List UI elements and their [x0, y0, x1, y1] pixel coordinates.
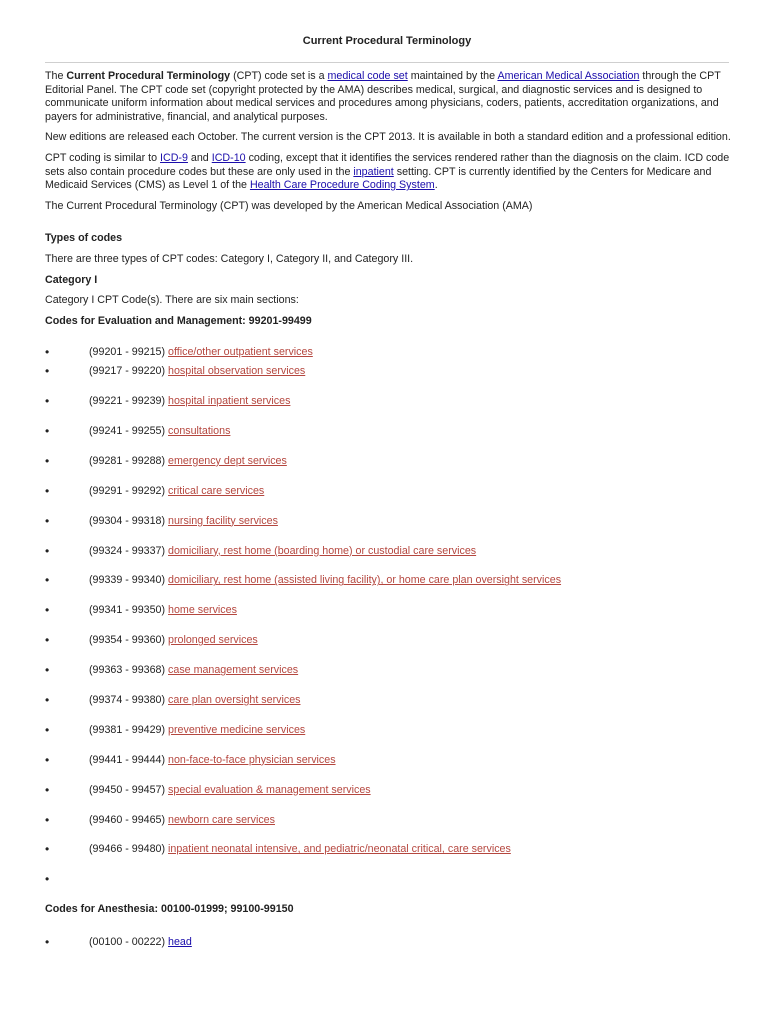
- heading-category-1: Category I: [45, 273, 98, 286]
- bullet-icon: •: [45, 872, 50, 887]
- code-range: (99324 - 99337): [89, 544, 169, 557]
- code-range: (99217 - 99220): [89, 365, 169, 378]
- link-ama[interactable]: American Medical Association: [497, 70, 640, 82]
- bullet-icon: •: [45, 364, 50, 379]
- heading-evaluation-management: Codes for Evaluation and Management: 99201-99499: [45, 314, 312, 327]
- list-item: [45, 574, 735, 588]
- code-link[interactable]: case management services: [168, 664, 299, 677]
- list-item: [45, 515, 735, 529]
- em-code-list: [45, 346, 735, 887]
- intro-text: .: [434, 179, 438, 192]
- code-range: (99291 - 99292): [89, 484, 169, 497]
- code-link[interactable]: consultations: [168, 424, 231, 437]
- intro-paragraph-4: The Current Procedural Terminology (CPT) was developed by the American Medical Association (AMA): [45, 199, 533, 212]
- list-item-empty: [45, 873, 735, 887]
- code-range: (99374 - 99380): [89, 694, 169, 706]
- bullet-icon: •: [45, 934, 50, 949]
- code-link[interactable]: emergency dept services: [168, 454, 287, 467]
- code-range: (99304 - 99318): [89, 514, 169, 527]
- list-item: [45, 634, 735, 648]
- code-range: (99381 - 99429): [89, 723, 169, 736]
- code-link[interactable]: hospital inpatient services: [168, 395, 291, 408]
- list-item: [45, 365, 735, 379]
- bullet-icon: •: [45, 483, 50, 498]
- code-range: (99281 - 99288): [89, 454, 169, 467]
- page-title: Current Procedural Terminology: [302, 35, 472, 47]
- link-icd-9[interactable]: ICD-9: [160, 151, 188, 164]
- bullet-icon: •: [45, 812, 50, 827]
- intro-text: setting. CPT is currently identified by the Centers for Medicare and Medicaid Services (CMS) as Level 1 of the: [45, 165, 712, 192]
- list-item: [45, 694, 735, 708]
- heading-anesthesia: Codes for Anesthesia: 00100-01999; 99100-99150: [45, 903, 294, 916]
- link-hcpcs[interactable]: Health Care Procedure Coding System: [249, 179, 435, 192]
- intro-text: coding, except that it identifies the services rendered rather than the diagnosis on the claim. ICD code sets also contain procedure codes but these are only used in the: [45, 151, 730, 178]
- list-item: [45, 545, 735, 559]
- list-item: [45, 784, 735, 798]
- types-text: There are three types of CPT codes: Category I, Category II, and Category III.: [45, 252, 414, 265]
- code-link[interactable]: office/other outpatient services: [168, 346, 313, 359]
- intro-text: and: [187, 151, 212, 164]
- bullet-icon: •: [45, 543, 50, 558]
- code-link[interactable]: hospital observation services: [168, 365, 306, 378]
- list-item: [45, 395, 735, 409]
- category-1-text: Category I CPT Code(s). There are six main sections:: [45, 294, 299, 307]
- code-range: (99363 - 99368): [89, 664, 169, 677]
- list-item: [45, 664, 735, 678]
- bullet-icon: •: [45, 842, 50, 857]
- list-item: [45, 455, 735, 469]
- code-range: (99441 - 99444): [89, 753, 169, 766]
- code-range: (99460 - 99465): [89, 813, 169, 826]
- code-range: (99201 - 99215): [89, 346, 169, 359]
- code-link[interactable]: domiciliary, rest home (boarding home) or custodial care services: [168, 544, 477, 557]
- intro-text: through the CPT Editorial Panel. The CPT code set (copyright protected by the AMA) describes medical, surgical, and diagnostic services and is designed to communicate uniform information about medical services and procedures among physicians, coders, patients, accreditation organizations, and payers for administrative, financial, and analytical purposes.: [45, 70, 721, 123]
- code-link[interactable]: care plan oversight services: [168, 694, 301, 706]
- intro-text: (CPT) code set is a: [230, 70, 328, 82]
- code-link[interactable]: special evaluation & management services: [168, 783, 371, 796]
- list-item: [45, 814, 735, 828]
- anesthesia-code-list: [45, 936, 735, 950]
- code-range: (99339 - 99340): [89, 574, 169, 587]
- code-link[interactable]: newborn care services: [168, 813, 275, 826]
- intro-paragraph-2: New editions are released each October. The current version is the CPT 2013. It is available in both a standard edition and a professional edition.: [45, 131, 731, 144]
- code-link[interactable]: domiciliary, rest home (assisted living facility), or home care plan oversight services: [168, 574, 562, 587]
- list-item: [45, 843, 735, 857]
- link-medical-code-set[interactable]: medical code set: [327, 70, 408, 82]
- intro-text: CPT coding is similar to: [45, 151, 161, 164]
- term-bold: Current Procedural Terminology: [66, 70, 231, 82]
- intro-text: The: [45, 70, 67, 82]
- list-item: [45, 724, 735, 738]
- list-item: [45, 936, 735, 950]
- intro-paragraph-1: [45, 70, 735, 124]
- list-item: [45, 346, 735, 360]
- link-icd-10[interactable]: ICD-10: [211, 151, 246, 164]
- bullet-icon: •: [45, 453, 50, 468]
- link-inpatient[interactable]: inpatient: [353, 165, 394, 178]
- code-range: (99221 - 99239): [89, 395, 169, 408]
- code-range: (99341 - 99350): [89, 604, 169, 617]
- list-item: [45, 485, 735, 499]
- code-range: (99354 - 99360): [89, 634, 169, 647]
- code-link[interactable]: prolonged services: [168, 634, 258, 647]
- bullet-icon: •: [45, 663, 50, 678]
- intro-paragraph-3: [45, 152, 735, 193]
- bullet-icon: •: [45, 603, 50, 618]
- bullet-icon: •: [45, 573, 50, 588]
- bullet-icon: •: [45, 693, 50, 707]
- bullet-icon: •: [45, 345, 50, 360]
- bullet-icon: •: [45, 513, 50, 528]
- bullet-icon: •: [45, 722, 50, 737]
- code-link[interactable]: preventive medicine services: [168, 723, 306, 736]
- document-body: [45, 70, 735, 966]
- code-range: (99466 - 99480): [89, 843, 169, 856]
- code-link[interactable]: critical care services: [168, 484, 265, 497]
- code-link[interactable]: nursing facility services: [168, 514, 278, 527]
- code-link[interactable]: inpatient neonatal intensive, and pediatric/neonatal critical, care services: [168, 843, 511, 856]
- bullet-icon: •: [45, 752, 50, 767]
- intro-text: maintained by the: [407, 70, 498, 82]
- bullet-icon: •: [45, 633, 50, 648]
- code-range: (00100 - 00222): [89, 935, 169, 948]
- bullet-icon: •: [45, 423, 50, 438]
- code-link[interactable]: home services: [168, 604, 237, 617]
- code-link[interactable]: non-face-to-face physician services: [168, 753, 336, 766]
- code-link[interactable]: head: [168, 935, 192, 948]
- list-item: [45, 425, 735, 439]
- list-item: [45, 604, 735, 618]
- title-divider: [45, 62, 729, 63]
- bullet-icon: •: [45, 782, 50, 797]
- heading-types-of-codes: Types of codes: [45, 232, 123, 245]
- code-range: (99450 - 99457): [89, 783, 169, 796]
- list-item: [45, 754, 735, 768]
- bullet-icon: •: [45, 394, 50, 409]
- code-range: (99241 - 99255): [89, 424, 169, 437]
